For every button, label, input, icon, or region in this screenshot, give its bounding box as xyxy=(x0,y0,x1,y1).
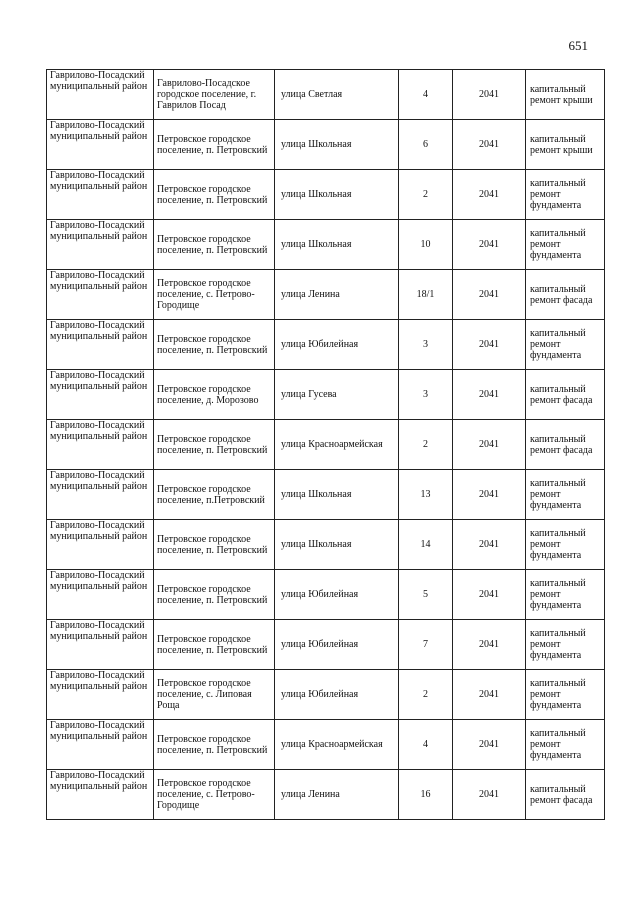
settlement-cell: Петровское городское поселение, с. Петрово-Городище xyxy=(154,770,275,820)
year-cell: 2041 xyxy=(453,170,526,220)
district-cell: Гаврилово-Посадский муниципальный район xyxy=(47,670,154,720)
house-number-cell: 2 xyxy=(399,420,453,470)
house-number-cell: 4 xyxy=(399,720,453,770)
house-number-cell: 2 xyxy=(399,170,453,220)
settlement-cell: Петровское городское поселение, п. Петровский xyxy=(154,220,275,270)
table-row xyxy=(47,520,605,570)
district-cell: Гаврилово-Посадский муниципальный район xyxy=(47,170,154,220)
table-body xyxy=(47,70,605,820)
settlement-cell: Петровское городское поселение, п. Петровский xyxy=(154,720,275,770)
year-cell: 2041 xyxy=(453,670,526,720)
district-cell: Гаврилово-Посадский муниципальный район xyxy=(47,620,154,670)
house-number-cell: 16 xyxy=(399,770,453,820)
house-number-cell: 7 xyxy=(399,620,453,670)
district-cell: Гаврилово-Посадский муниципальный район xyxy=(47,570,154,620)
district-cell: Гаврилово-Посадский муниципальный район xyxy=(47,120,154,170)
repair-type-cell: капитальный ремонт фундамента xyxy=(526,570,605,620)
district-cell: Гаврилово-Посадский муниципальный район xyxy=(47,770,154,820)
year-cell: 2041 xyxy=(453,420,526,470)
table-row xyxy=(47,420,605,470)
table-row xyxy=(47,720,605,770)
house-number-cell: 4 xyxy=(399,70,453,120)
table-row xyxy=(47,170,605,220)
district-cell: Гаврилово-Посадский муниципальный район xyxy=(47,720,154,770)
repair-type-cell: капитальный ремонт фундамента xyxy=(526,220,605,270)
settlement-cell: Петровское городское поселение, п. Петровский xyxy=(154,170,275,220)
year-cell: 2041 xyxy=(453,570,526,620)
repair-type-cell: капитальный ремонт крыши xyxy=(526,120,605,170)
settlement-cell: Петровское городское поселение, п. Петровский xyxy=(154,520,275,570)
year-cell: 2041 xyxy=(453,520,526,570)
street-cell: улица Школьная xyxy=(275,170,399,220)
street-cell: улица Юбилейная xyxy=(275,670,399,720)
house-number-cell: 18/1 xyxy=(399,270,453,320)
repair-type-cell: капитальный ремонт фасада xyxy=(526,420,605,470)
street-cell: улица Юбилейная xyxy=(275,320,399,370)
table-row xyxy=(47,270,605,320)
house-number-cell: 5 xyxy=(399,570,453,620)
housing-repair-table xyxy=(46,69,605,820)
district-cell: Гаврилово-Посадский муниципальный район xyxy=(47,520,154,570)
street-cell: улица Школьная xyxy=(275,470,399,520)
table-row xyxy=(47,370,605,420)
street-cell: улица Школьная xyxy=(275,220,399,270)
repair-type-cell: капитальный ремонт фундамента xyxy=(526,720,605,770)
settlement-cell: Петровское городское поселение, д. Морозово xyxy=(154,370,275,420)
house-number-cell: 10 xyxy=(399,220,453,270)
year-cell: 2041 xyxy=(453,70,526,120)
settlement-cell: Петровское городское поселение, п. Петровский xyxy=(154,420,275,470)
table-row xyxy=(47,470,605,520)
table-row xyxy=(47,570,605,620)
year-cell: 2041 xyxy=(453,620,526,670)
table-row xyxy=(47,770,605,820)
table-row xyxy=(47,670,605,720)
settlement-cell: Гаврилово-Посадское городское поселение, г. Гаврилов Посад xyxy=(154,70,275,120)
repair-type-cell: капитальный ремонт фасада xyxy=(526,770,605,820)
settlement-cell: Петровское городское поселение, п. Петровский xyxy=(154,320,275,370)
table-row xyxy=(47,620,605,670)
house-number-cell: 3 xyxy=(399,370,453,420)
district-cell: Гаврилово-Посадский муниципальный район xyxy=(47,70,154,120)
settlement-cell: Петровское городское поселение, п. Петровский xyxy=(154,570,275,620)
settlement-cell: Петровское городское поселение, п. Петровский xyxy=(154,120,275,170)
district-cell: Гаврилово-Посадский муниципальный район xyxy=(47,270,154,320)
year-cell: 2041 xyxy=(453,220,526,270)
table-row xyxy=(47,120,605,170)
repair-type-cell: капитальный ремонт фундамента xyxy=(526,520,605,570)
street-cell: улица Красноармейская xyxy=(275,720,399,770)
repair-type-cell: капитальный ремонт фундамента xyxy=(526,470,605,520)
street-cell: улица Ленина xyxy=(275,270,399,320)
repair-type-cell: капитальный ремонт фундамента xyxy=(526,670,605,720)
table-row xyxy=(47,70,605,120)
year-cell: 2041 xyxy=(453,320,526,370)
year-cell: 2041 xyxy=(453,370,526,420)
street-cell: улица Гусева xyxy=(275,370,399,420)
repair-type-cell: капитальный ремонт фундамента xyxy=(526,320,605,370)
district-cell: Гаврилово-Посадский муниципальный район xyxy=(47,470,154,520)
district-cell: Гаврилово-Посадский муниципальный район xyxy=(47,420,154,470)
repair-type-cell: капитальный ремонт фундамента xyxy=(526,620,605,670)
settlement-cell: Петровское городское поселение, п. Петровский xyxy=(154,620,275,670)
table-row xyxy=(47,220,605,270)
district-cell: Гаврилово-Посадский муниципальный район xyxy=(47,370,154,420)
street-cell: улица Школьная xyxy=(275,520,399,570)
street-cell: улица Красноармейская xyxy=(275,420,399,470)
year-cell: 2041 xyxy=(453,270,526,320)
year-cell: 2041 xyxy=(453,120,526,170)
street-cell: улица Юбилейная xyxy=(275,620,399,670)
year-cell: 2041 xyxy=(453,770,526,820)
district-cell: Гаврилово-Посадский муниципальный район xyxy=(47,220,154,270)
repair-type-cell: капитальный ремонт фундамента xyxy=(526,170,605,220)
year-cell: 2041 xyxy=(453,720,526,770)
repair-type-cell: капитальный ремонт фасада xyxy=(526,370,605,420)
repair-type-cell: капитальный ремонт крыши xyxy=(526,70,605,120)
repair-type-cell: капитальный ремонт фасада xyxy=(526,270,605,320)
settlement-cell: Петровское городское поселение, с. Липовая Роща xyxy=(154,670,275,720)
house-number-cell: 2 xyxy=(399,670,453,720)
settlement-cell: Петровское городское поселение, с. Петрово-Городище xyxy=(154,270,275,320)
page-number: 651 xyxy=(568,38,588,53)
house-number-cell: 13 xyxy=(399,470,453,520)
house-number-cell: 6 xyxy=(399,120,453,170)
year-cell: 2041 xyxy=(453,470,526,520)
house-number-cell: 3 xyxy=(399,320,453,370)
settlement-cell: Петровское городское поселение, п.Петровский xyxy=(154,470,275,520)
district-cell: Гаврилово-Посадский муниципальный район xyxy=(47,320,154,370)
table-row xyxy=(47,320,605,370)
street-cell: улица Юбилейная xyxy=(275,570,399,620)
house-number-cell: 14 xyxy=(399,520,453,570)
street-cell: улица Ленина xyxy=(275,770,399,820)
street-cell: улица Школьная xyxy=(275,120,399,170)
street-cell: улица Светлая xyxy=(275,70,399,120)
